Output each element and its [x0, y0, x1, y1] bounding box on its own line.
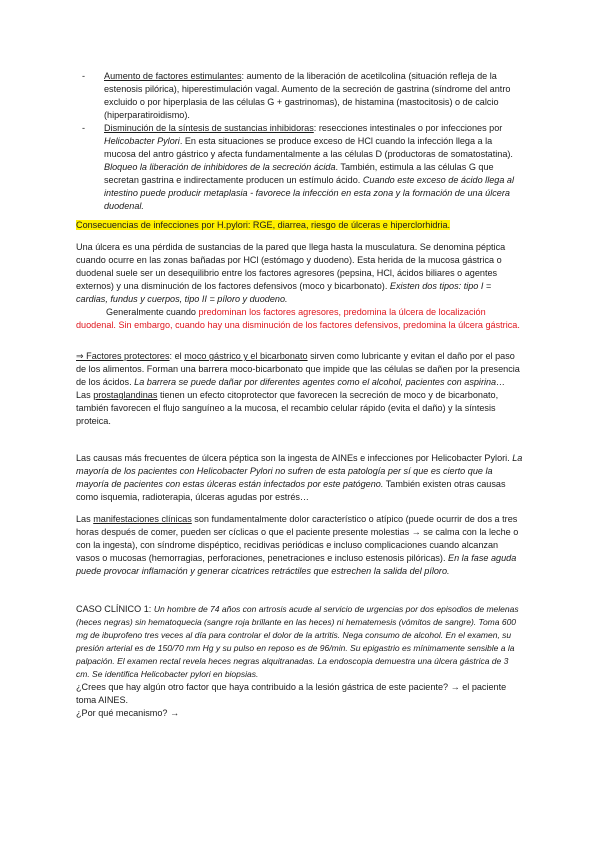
bullet-text — [104, 70, 524, 122]
bullet-marker: - — [82, 71, 86, 81]
manifestations-text: son fundamentalmente dolor característico o atípico (puede ocurrir de dos a tres horas después de comer, pueden ser cíclicas o que el paciente presente molestias → se calma con la leche o con la ingesta), con síndrome dispéptico, recidivas periódicas e incluso complicaciones cuando alcanzan vasos o mucosas (hemorragias, perforaciones, penetraciones e incluso estenosis pilóricas). — [76, 514, 519, 563]
protective-p2 — [76, 389, 524, 428]
ulcer-general-red: predominan los factores agresores, predomina la úlcera de localización duodenal. Sin embargo, cuando hay una disminución de los factores defensivos, predomina la úlcera gástrica. — [76, 307, 520, 330]
clinical-case — [76, 603, 524, 720]
ulcer-general — [76, 306, 524, 332]
protective-p2-lead: Las — [76, 390, 94, 400]
bullet-list — [76, 70, 524, 213]
case-question-2: ¿Por qué mecanismo? → — [76, 708, 180, 718]
ulcer-general-lead: Generalmente cuando — [106, 307, 199, 317]
protective-underline: moco gástrico y el bicarbonato — [184, 351, 308, 361]
protective-factors — [76, 350, 524, 428]
protective-title: ⇒ Factores protectores — [76, 351, 170, 361]
causes-text-block — [76, 452, 524, 504]
causes-text-b: También existen otras causas como isquemia, radioterapia, úlceras agudas por estrés… — [76, 479, 506, 502]
manifestations-lead: Las — [76, 514, 94, 524]
manifestations-paragraph — [76, 513, 524, 578]
ulcer-paragraph — [76, 241, 524, 332]
bullet-body: : resecciones intestinales o por infecciones por — [313, 123, 503, 133]
prostaglandinas-term: prostaglandinas — [93, 390, 158, 400]
bullet-item — [76, 122, 524, 213]
ulcer-definition — [76, 241, 524, 306]
bullet-title: Aumento de factores estimulantes — [104, 71, 242, 81]
manifestations-term: manifestaciones clínicas — [93, 514, 192, 524]
protective-p1 — [76, 350, 524, 389]
highlight-text: Consecuencias de infecciones por H.pylori: RGE, diarrea, riesgo de úlceras e hiperclorhidria. — [76, 220, 451, 230]
case-label: CASO CLÍNICO 1: — [76, 604, 154, 614]
bullet-item — [76, 70, 524, 122]
case-statement — [76, 603, 524, 681]
causes-text: Las causas más frecuentes de úlcera péptica son la ingesta de AINEs e infecciones por Helicobacter Pylori. — [76, 453, 513, 463]
bullet-italic: Helicobacter Pylori — [104, 136, 180, 146]
causes-paragraph — [76, 452, 524, 504]
bullet-italic: Cuando este exceso de ácido llega al intestino puede producir metaplasia - favorece la infección en esta zona y la formación de una úlcera duodenal. — [104, 175, 514, 211]
ulcer-types: Existen dos tipos: tipo I = cardias, fundus y cuerpos, tipo II = píloro y duodeno. — [76, 281, 492, 304]
protective-italic: La barrera se puede dañar por diferentes agentes como el alcohol, pacientes con aspirina… — [134, 377, 506, 387]
case-question-1: ¿Crees que hay algún otro factor que haya contribuido a la lesión gástrica de este paciente? → el paciente toma AINES. — [76, 682, 507, 705]
bullet-marker: - — [82, 123, 86, 133]
highlight-line — [76, 219, 524, 232]
bullet-text — [104, 122, 524, 213]
bullet-body: . También, estimula a las células G que secretan gastrina e indirectamente producen un estímulo ácido. — [104, 162, 494, 185]
protective-p2-text: tienen un efecto citoprotector que favorecen la secreción de moco y de bicarbonato, también favorecen el flujo sanguíneo a la mucosa, el recambio celular rápido (evita el daño) y la síntesis proteica. — [76, 390, 499, 426]
bullet-body: . En esta situaciones se produce exceso de HCl cuando la infección llega a la mucosa del antro gástrico y afecta fundamentalmente a las células D (productoras de somatostatina). — [104, 136, 513, 159]
protective-sep: : el — [169, 351, 185, 361]
bullet-title: Disminución de la síntesis de sustancias inhibidoras — [104, 123, 314, 133]
ulcer-text: Una úlcera es una pérdida de sustancias de la pared que llega hasta la musculatura. Se denomina péptica cuando ocurre en las zonas bañadas por HCl (estómago y duodeno). Esta herida de la mucosa gástrica o duodenal suele ser un desequilibrio entre los factores agresores (pepsina, HCl, ácidos biliares o agentes externos) y una disminución de los factores defensivos (moco y bicarbonato). — [76, 242, 506, 291]
causes-italic: La mayoría de los pacientes con Helicobacter Pylori no sufren de esta patología per sí que es cierto que la mayoría de pacientes con estas úlceras están infectados por este patógeno. — [76, 453, 523, 489]
bullet-italic: Bloqueo la liberación de inhibidores de la secreción ácida — [104, 162, 336, 172]
manifestations-italic: En la fase aguda puede provocar inflamación y generar cicatrices retráctiles que estrechen la salida del píloro. — [76, 553, 517, 576]
manifestations-text-block — [76, 513, 524, 578]
bullet-body: : aumento de la liberación de acetilcolina (situación refleja de la estenosis pilórica), hiperestimulación vagal. Aumento de la secreción de gastrina (síndrome del antro excluido o por hiperplasia de las células G + gastrinomas), de histamina (mastocitosis) o de calcio (hiperparatiroidismo). — [104, 71, 511, 120]
case-description: Un hombre de 74 años con artrosis acude al servicio de urgencias por dos episodios de melenas (heces negras) sin hematoquecia (sangre roja brillante en las heces) ni hematemesis (vómitos de sangre). Toma 600 mg de ibuprofeno tres veces al día para controlar el dolor de la artritis. Nega consumo de alcohol. En el examen, su presión arterial es de 150/70 mm Hg y su pulso en reposo es de 96/min. Su epigastrio es mínimamente sensible a la palpación. El examen rectal revela heces negras alquitranadas. La endoscopia demuestra una úlcera gástrica de 3 cm. Se identifica Helicobacter pylori en biopsias. — [76, 604, 519, 679]
protective-text: sirven como lubricante y evitan el daño por el paso de los alimentos. Forman una barrera moco-bicarbonato que impide que las células se dañen por la presencia de los ácidos. — [76, 351, 520, 387]
